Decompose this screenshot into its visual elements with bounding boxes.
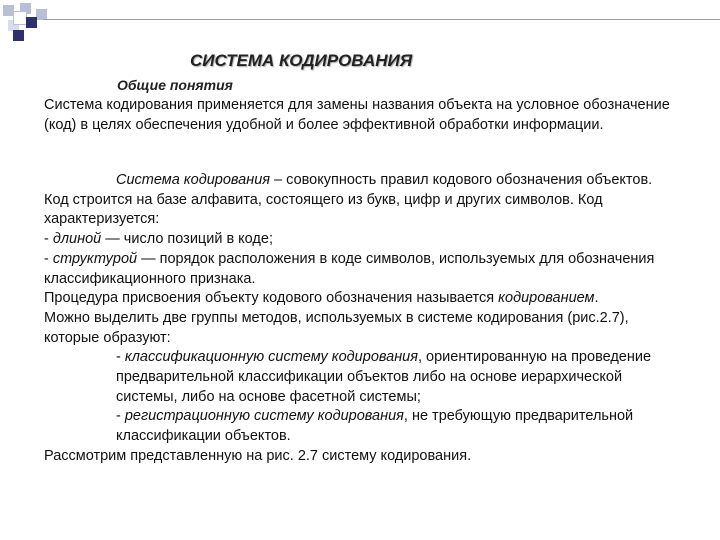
procedure-term: кодированием bbox=[498, 290, 595, 307]
length-term: длиной bbox=[52, 231, 102, 248]
decor-square bbox=[13, 30, 24, 41]
registration-item bbox=[44, 407, 684, 446]
header-rule bbox=[43, 19, 720, 20]
structure-item bbox=[44, 250, 684, 289]
list-dash: - bbox=[116, 349, 125, 366]
structure-text: — порядок расположения в коде символов, используемых для обозначения классификационного признака. bbox=[44, 250, 655, 287]
length-item bbox=[44, 230, 684, 250]
list-dash: - bbox=[44, 231, 53, 248]
slide-subtitle: Общие понятия bbox=[117, 77, 233, 93]
definition-paragraph bbox=[44, 171, 684, 191]
classification-term: классификационную систему кодирования bbox=[124, 349, 418, 366]
closing-paragraph: Рассмотрим представленную на рис. 2.7 систему кодирования. bbox=[44, 447, 472, 464]
slide-title: СИСТЕМА КОДИРОВАНИЯ bbox=[190, 51, 413, 70]
intro-paragraph: Система кодирования применяется для замены названия объекта на условное обозначение (код) в целях обеспечения удобной и более эффективной обработки информации. bbox=[44, 97, 670, 133]
list-dash: - bbox=[116, 408, 125, 425]
definition-text: – совокупность правил кодового обозначения объектов. bbox=[270, 172, 653, 188]
structure-term: структурой bbox=[52, 250, 138, 267]
classification-item bbox=[44, 348, 684, 407]
registration-text: , не требующую предварительной классификации объектов. bbox=[116, 408, 634, 445]
procedure-end: . bbox=[594, 290, 599, 307]
body-text bbox=[44, 171, 684, 467]
code-base-paragraph: Код строится на базе алфавита, состоящего из букв, цифр и других символов. Код характеризуется: bbox=[44, 191, 603, 228]
decor-square bbox=[26, 17, 37, 28]
procedure-paragraph bbox=[44, 289, 684, 309]
registration-term: регистрационную систему кодирования bbox=[124, 408, 404, 425]
decor-square bbox=[13, 11, 27, 25]
classification-text: , ориентированную на проведение предварительной классификации объектов либо на основе иерархической системы, либо на основе фасетной системы; bbox=[116, 349, 652, 405]
procedure-text: Процедура присвоения объекту кодового обозначения называется bbox=[44, 290, 499, 307]
list-dash: - bbox=[44, 250, 53, 267]
groups-intro-paragraph: Можно выделить две группы методов, используемых в системе кодирования (рис.2.7), которые образуют: bbox=[44, 309, 629, 346]
length-text: — число позиций в коде; bbox=[101, 231, 273, 248]
definition-term: Система кодирования bbox=[116, 172, 271, 188]
